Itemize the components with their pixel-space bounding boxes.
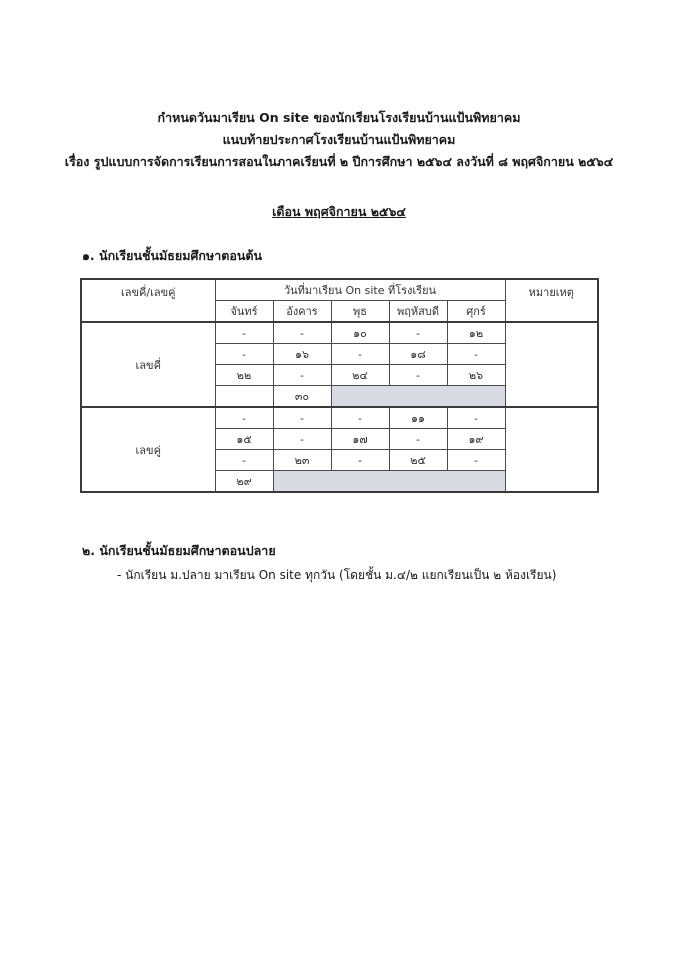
group-label-odd: เลขคี่ [81,322,215,407]
table-cell: - [273,407,331,429]
table-cell: - [389,429,447,450]
table-cell: - [389,322,447,344]
table-cell: - [215,407,273,429]
table-cell: ๓๐ [273,386,331,408]
table-cell: ๑๖ [273,344,331,365]
table-cell: ๒๓ [273,450,331,471]
table-cell: ๒๕ [389,450,447,471]
table-cell: - [273,429,331,450]
table-cell: ๑๑ [389,407,447,429]
section2-heading: ๒. นักเรียนชั้นมัธยมศึกษาตอนปลาย [82,543,276,558]
day-wednesday: พุธ [331,301,389,323]
table-cell: ๑๐ [331,322,389,344]
table-cell: - [447,450,505,471]
table-cell: - [273,322,331,344]
table-cell: - [215,450,273,471]
table-cell: - [331,407,389,429]
header-group: เลขคี่/เลขคู่ [81,279,215,322]
table-cell: ๒๔ [331,365,389,386]
table-cell: ๒๒ [215,365,273,386]
table-cell [215,386,273,408]
section2-text: - นักเรียน ม.ปลาย มาเรียน On site ทุกวัน (โดยชั้น ม.๔/๒ แยกเรียนเป็น ๒ ห้องเรียน) [117,568,557,582]
table-cell: ๑๒ [447,322,505,344]
table-row [81,407,598,429]
table-cell: ๒๖ [447,365,505,386]
table-cell: - [331,450,389,471]
table-cell: - [447,407,505,429]
table-row [81,322,598,344]
table-cell: - [273,365,331,386]
month-title: เดือน พฤศจิกายน ๒๕๖๔ [272,204,406,219]
table-cell: - [215,322,273,344]
remark-cell-even [505,407,598,492]
table-cell: ๒๙ [215,471,273,493]
shaded-cell [273,471,505,493]
schedule-table [80,278,599,493]
group-label-even: เลขคู่ [81,407,215,492]
day-friday: ศุกร์ [447,301,505,323]
section1-heading: ๑. นักเรียนชั้นมัธยมศึกษาตอนต้น [82,248,263,263]
table-cell: - [331,344,389,365]
day-tuesday: อังคาร [273,301,331,323]
document-title: กำหนดวันมาเรียน On site ของนักเรียนโรงเรียนบ้านแป้นพิทยาคม [157,110,521,125]
day-monday: จันทร์ [215,301,273,323]
table-cell: ๑๗ [331,429,389,450]
header-days: วันที่มาเรียน On site ที่โรงเรียน [215,279,505,301]
table-cell: - [389,365,447,386]
table-cell: ๑๕ [215,429,273,450]
day-thursday: พฤหัสบดี [389,301,447,323]
document-subtitle: แนบท้ายประกาศโรงเรียนบ้านแป้นพิทยาคม [222,132,456,147]
table-cell: - [215,344,273,365]
shaded-cell [331,386,505,408]
document-subject: เรื่อง รูปแบบการจัดการเรียนการสอนในภาคเรียนที่ ๒ ปีการศึกษา ๒๕๖๔ ลงวันที่ ๘ พฤศจิกายน ๒๕๖๔ [64,154,614,169]
table-cell: ๑๙ [447,429,505,450]
remark-cell-odd [505,322,598,407]
table-cell: - [447,344,505,365]
table-cell: ๑๘ [389,344,447,365]
header-remark: หมายเหตุ [505,279,598,322]
